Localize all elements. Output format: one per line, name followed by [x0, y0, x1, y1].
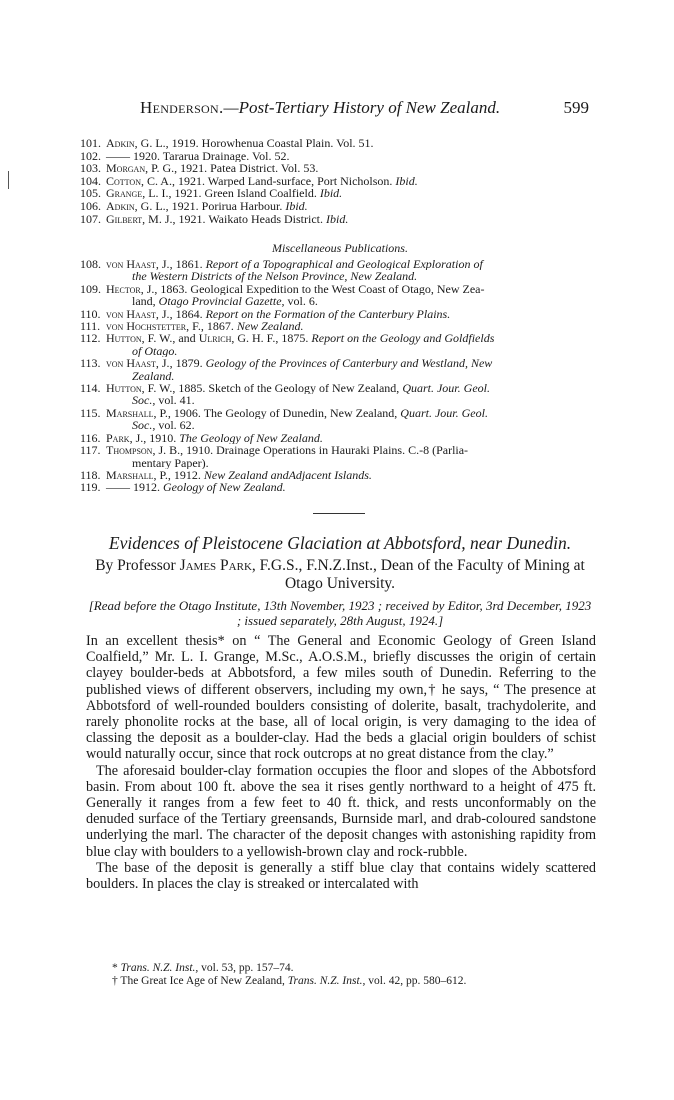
- reference-text: 1920. Tararua Drainage. Vol. 52.: [130, 149, 290, 163]
- footnote-text: vol. 42, pp. 580–612.: [365, 975, 467, 987]
- reference-continuation: [80, 295, 600, 307]
- reference-author: Morgan, P. G.: [106, 162, 175, 175]
- reference-text: , 1921. Patea District. Vol. 53.: [174, 162, 319, 175]
- footnote-text: The Great Ice Age of New Zealand,: [120, 975, 288, 987]
- footnote: [112, 975, 592, 988]
- reference-text: , 1921. Warped Land-surface, Port Nicholson.: [171, 174, 396, 188]
- reference-text: , 1910. Drainage Operations in Hauraki Plains. C.-8 (Parlia-: [180, 444, 469, 457]
- reference-author: Adkin, G. L.: [106, 137, 166, 150]
- reference-title: Quart. Jour. Geol.: [400, 406, 488, 420]
- reference-entry: [80, 469, 600, 481]
- reference-continuation: [80, 457, 600, 469]
- reference-number: 117.: [80, 444, 101, 457]
- reference-author: Hutton, F. W.: [106, 382, 173, 395]
- reference-number: 108.: [80, 258, 101, 271]
- reference-text: , 1879.: [169, 357, 206, 370]
- reference-number: 105.: [80, 187, 101, 200]
- reference-text: Soc.,: [132, 394, 156, 407]
- footnote-source: Trans. N.Z. Inst.,: [287, 975, 366, 987]
- reference-entry: [80, 283, 600, 295]
- reference-entry: [80, 332, 600, 344]
- reference-text: , 1910.: [143, 431, 180, 445]
- misc-publications-heading: Miscellaneous Publications.: [272, 241, 408, 255]
- reference-entry: [80, 200, 600, 213]
- reference-title: Report of a Topographical and Geological Exploration of: [205, 258, 483, 271]
- reference-number: 112.: [80, 332, 101, 345]
- reference-number: 115.: [80, 406, 101, 420]
- reference-text: , 1921. Waikato Heads District.: [172, 212, 326, 226]
- footnote-mark: †: [112, 975, 121, 987]
- reference-author: von Haast, J.: [106, 258, 170, 271]
- footnotes: [112, 962, 592, 988]
- reference-title: New Zealand andAdjacent Islands.: [203, 468, 372, 482]
- reference-author: Marshall, P.: [106, 468, 168, 482]
- reference-source: Otago Provincial Gazette,: [158, 295, 285, 308]
- reference-author: Ulrich, G. H. F.: [198, 332, 276, 345]
- reference-list-transactions: [80, 137, 600, 225]
- reference-author: von Hochstetter, F.: [106, 320, 201, 333]
- reference-text: Ibid.: [395, 174, 418, 188]
- reference-text: , 1861.: [169, 258, 206, 271]
- running-head-author: Henderson.: [140, 98, 224, 117]
- reference-title: Geology of New Zealand.: [163, 481, 286, 494]
- reference-text: , 1863. Geological Expedition to the West Coast of Otago, New Zea-: [154, 282, 485, 296]
- reference-number: 110.: [80, 307, 101, 321]
- reference-list-misc: [80, 258, 600, 494]
- reference-entry: [80, 357, 600, 369]
- reference-text: , 1919. Horowhenua Coastal Plain. Vol. 51.: [165, 137, 374, 150]
- reference-author: Park, J.: [106, 431, 144, 445]
- reference-author: von Haast, J.: [106, 357, 170, 370]
- reference-entry: [80, 308, 600, 320]
- reference-number: 104.: [80, 174, 101, 188]
- reference-entry: [80, 320, 600, 332]
- reference-entry: [80, 258, 600, 270]
- reference-number: 101.: [80, 137, 101, 150]
- reference-text: vol. 6.: [284, 295, 318, 308]
- reference-author: Marshall, P.: [106, 406, 168, 420]
- body-paragraph: The base of the deposit is generally a stiff blue clay that contains widely scattered boulders. In places the clay is streaked or intercalated with: [86, 859, 596, 893]
- reference-continuation: [80, 394, 600, 406]
- reference-text: Ibid.: [325, 212, 349, 226]
- reference-text: , 1912.: [167, 468, 204, 482]
- reference-continuation: [80, 370, 600, 382]
- reference-entry: [80, 481, 600, 493]
- reference-number: 114.: [80, 382, 101, 395]
- reference-entry: [80, 432, 600, 444]
- byline-credentials: , F.G.S., F.N.Z.Inst., Dean of the Faculty of Mining at Otago University.: [251, 557, 585, 592]
- reference-text: , 1864.: [169, 307, 206, 321]
- reference-number: 103.: [80, 162, 101, 175]
- margin-mark: [8, 171, 9, 189]
- byline-prefix: By Professor: [95, 557, 180, 574]
- reference-title: New Zealand.: [236, 320, 304, 333]
- running-head: [140, 96, 595, 120]
- reference-number: 113.: [80, 357, 101, 370]
- reference-text: of Otago.: [132, 344, 178, 358]
- read-before-note: [Read before the Otago Institute, 13th November, 1923 ; received by Editor, 3rd December, 1923 ; issued separately, 28th August, 1924.]: [88, 598, 592, 628]
- reference-number: 116.: [80, 431, 101, 445]
- reference-text: mentary Paper).: [132, 456, 209, 469]
- reference-title: Report on the Geology and Goldfields: [311, 332, 495, 345]
- footnote-source: Trans. N.Z. Inst.,: [120, 962, 199, 974]
- reference-text: , 1921. Green Island Coalfield.: [168, 187, 320, 200]
- page-number: 599: [563, 98, 589, 117]
- reference-text: , 1875.: [275, 332, 312, 345]
- reference-text: , and: [172, 332, 199, 345]
- footnote: [112, 962, 592, 975]
- reference-entry: [80, 162, 600, 175]
- reference-number: 111.: [80, 320, 101, 333]
- reference-title: The Geology of New Zealand.: [179, 431, 323, 445]
- reference-author: von Haast, J.: [106, 307, 170, 321]
- reference-entry: [80, 150, 600, 163]
- reference-author: Hutton, F. W.: [106, 332, 173, 345]
- reference-number: 118.: [80, 468, 101, 482]
- reference-author: ——: [106, 149, 130, 163]
- reference-entry: [80, 407, 600, 419]
- reference-continuation: [80, 270, 600, 282]
- body-paragraph: The aforesaid boulder-clay formation occupies the floor and slopes of the Abbotsford basin. From about 100 ft. above the sea it rises gently northward to a height of 475 ft. Generally it ranges from a few feet to 40 ft. thick, and rests unconformably on the denuded surface of the Tertiary greensands, Burnside marl, and drab-coloured sandstone underlying the marl. The character of the deposit changes with astonishing rapidity from blue clay with boulders to a yellowish-brown clay and rock-rubble.: [86, 762, 596, 860]
- article-byline: [80, 557, 600, 593]
- reference-text: 1912.: [130, 481, 163, 494]
- reference-entry: [80, 444, 600, 456]
- footnote-mark: *: [112, 962, 121, 974]
- reference-text: , 1867.: [200, 320, 237, 333]
- reference-author: Adkin, G. L.: [106, 199, 166, 213]
- reference-entry: [80, 137, 600, 150]
- reference-author: Grange, L. I.: [106, 187, 169, 200]
- reference-entry: [80, 187, 600, 200]
- reference-text: vol. 41.: [155, 394, 195, 407]
- reference-number: 109.: [80, 282, 101, 296]
- reference-number: 107.: [80, 212, 101, 226]
- reference-continuation: [80, 419, 600, 431]
- byline-author-name: James Park: [179, 557, 252, 574]
- running-head-title: —Post-Tertiary History of New Zealand.: [223, 98, 501, 117]
- reference-text: Zealand.: [132, 369, 175, 383]
- reference-title: Report on the Formation of the Canterbury Plains.: [205, 307, 451, 321]
- reference-number: 119.: [80, 481, 101, 494]
- reference-text: , 1885. Sketch of the Geology of New Zealand,: [172, 382, 403, 395]
- reference-entry: [80, 382, 600, 394]
- reference-number: 106.: [80, 199, 101, 213]
- reference-text: the Western Districts of the Nelson Province, New Zealand.: [132, 270, 418, 283]
- reference-text: Ibid.: [285, 199, 308, 213]
- reference-text: land,: [132, 295, 159, 308]
- reference-author: Hector, J.: [106, 282, 155, 296]
- reference-continuation: [80, 345, 600, 357]
- reference-title: Geology of the Provinces of Canterbury and Westland, New: [205, 357, 493, 370]
- reference-text: , 1906. The Geology of Dunedin, New Zealand,: [167, 406, 401, 420]
- reference-text: Ibid.: [319, 187, 343, 200]
- reference-text: vol. 62.: [155, 419, 195, 432]
- reference-title: Quart. Jour. Geol.: [402, 382, 490, 395]
- reference-entry: [80, 175, 600, 188]
- article-title: Evidences of Pleistocene Glaciation at Abbotsford, near Dunedin.: [108, 533, 572, 553]
- reference-author: Cotton, C. A.: [106, 174, 172, 188]
- footnote-text: vol. 53, pp. 157–74.: [198, 962, 294, 974]
- reference-text: Soc.,: [132, 419, 156, 432]
- article-body: [86, 633, 596, 892]
- reference-text: , 1921. Porirua Harbour.: [165, 199, 286, 213]
- reference-author: Thompson, J. B.: [106, 444, 181, 457]
- body-paragraph: In an excellent thesis* on “ The General and Economic Geology of Green Island Coalfield,” Mr. L. I. Grange, M.Sc., A.O.S.M., briefly discusses the origin of certain clayey boulder-beds at Abbotsford, a few miles south of Dunedin. Referring to the published views of different observers, including my own,† he says, “ The presence at Abbotsford of well-rounded boulders consisting of dolerite, basalt, trachydolerite, and rarely phonolite rocks at the base, all of local origin, is very damaging to the idea of classing the deposit as a boulder-clay. Had the beds a glacial origin boulders of schist would naturally occur, since that rock outcrops at no great distance from the clay.”: [86, 633, 596, 763]
- reference-author: ——: [106, 481, 130, 494]
- reference-number: 102.: [80, 149, 101, 163]
- reference-entry: [80, 213, 600, 226]
- reference-author: Gilbert, M. J.: [106, 212, 173, 226]
- section-rule: [313, 513, 365, 514]
